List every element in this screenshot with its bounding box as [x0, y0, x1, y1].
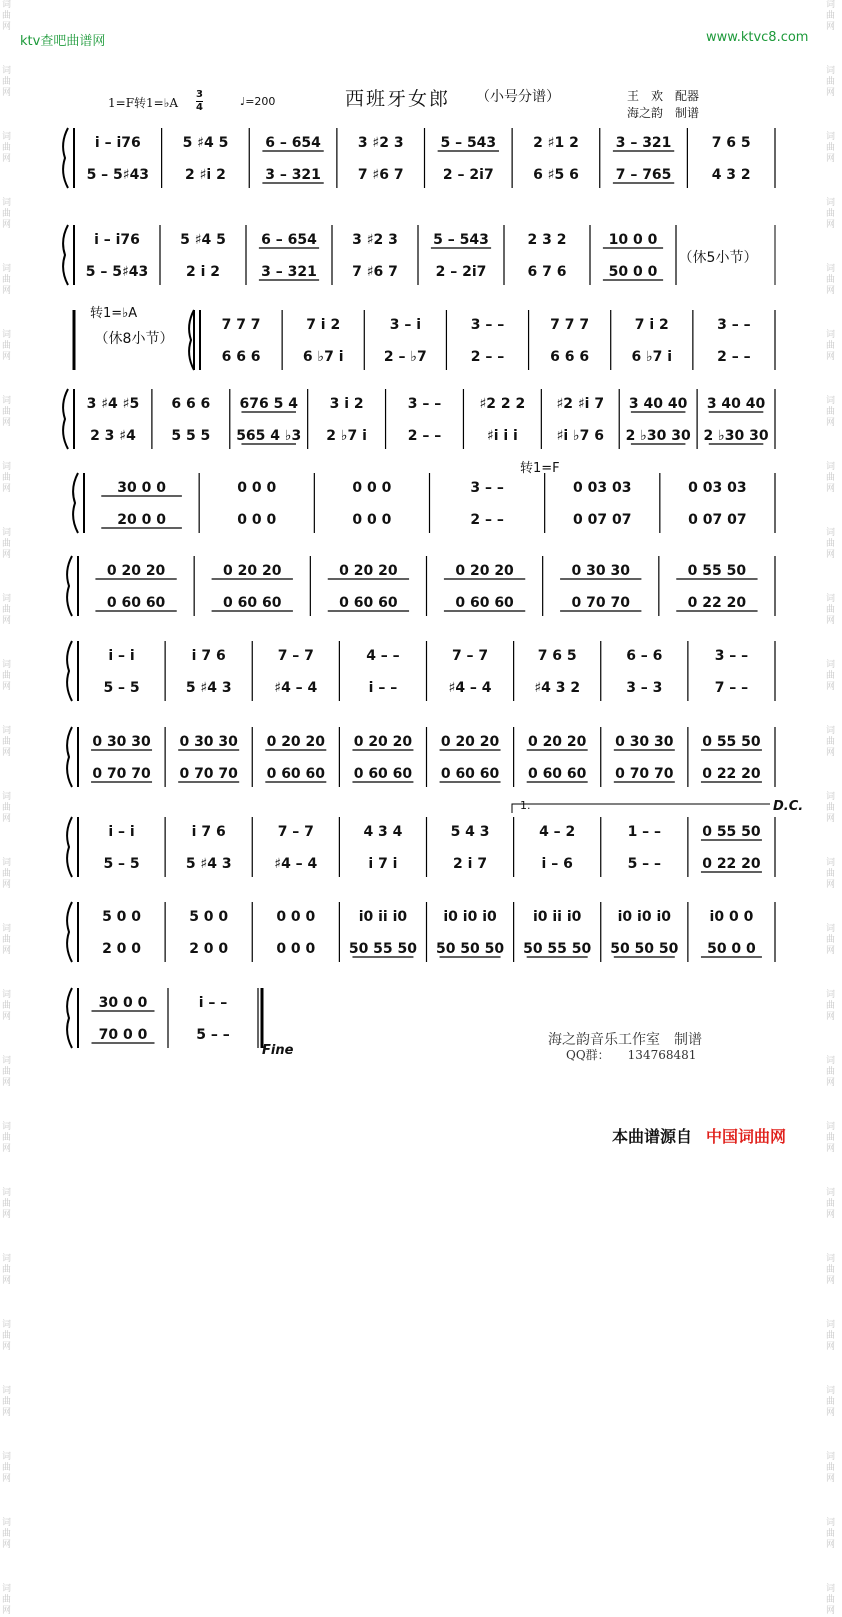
- measure-lower: 50 55 50: [348, 941, 418, 957]
- measure-lower: 2 ♭7 i: [326, 428, 367, 444]
- measure-lower: 0 0 0: [352, 512, 392, 528]
- measure-lower: 0 70 70: [179, 766, 238, 782]
- measure-upper: 5 0 0: [102, 909, 142, 925]
- measure-lower: i – 6: [541, 856, 573, 872]
- measure-lower: 5 5 5: [171, 428, 211, 444]
- tempo-mark: ♩=200: [240, 95, 276, 108]
- source-credit: [612, 1124, 786, 1147]
- system-brace: [67, 556, 72, 616]
- measure-upper: 3 – –: [714, 648, 749, 664]
- qq-group: QQ群： 134768481: [566, 1048, 697, 1062]
- measure-lower: ♯4 – 4: [274, 680, 318, 696]
- measure-upper: 3 40 40: [706, 396, 766, 412]
- measure-upper: 0 30 30: [92, 734, 151, 750]
- measure-upper: 3 ♯2 3: [357, 135, 404, 151]
- measure-lower: 7 – 765: [615, 167, 672, 183]
- system-brace: [63, 128, 68, 188]
- measure-lower: 0 0 0: [237, 512, 277, 528]
- measure-upper: 0 55 50: [702, 734, 761, 750]
- measure-upper: 0 30 30: [179, 734, 238, 750]
- measure-lower: 2 – ♭7: [383, 349, 427, 365]
- measure-upper: i0 ii i0: [358, 909, 408, 925]
- measure-lower: 0 60 60: [266, 766, 326, 782]
- measure-upper: 7 6 5: [537, 648, 577, 664]
- measure-lower: 7 ♯6 7: [357, 167, 404, 183]
- measure-lower: 50 0 0: [707, 941, 756, 957]
- measure-lower: 0 07 07: [573, 512, 632, 528]
- measure-lower: 0 60 60: [455, 595, 514, 611]
- measure-upper: 7 6 5: [711, 135, 751, 151]
- side-watermark-right: 词 曲 网 词 曲 网 词 曲 网 词 曲 网 词 曲 网 词 曲 网 词 曲 网 词 曲 网 词 曲 网 词 曲 网 词 曲 网 词 曲 网 词 曲 网 词 曲 网 词 曲 网 词 曲 网 词 曲 网 词 曲 网 词 曲 网 词 曲 网 词 曲 网 词 曲 网 词 曲 网 词 曲 网 词 曲 网: [826, 0, 836, 1616]
- measure-lower: i – –: [368, 680, 398, 696]
- measure-lower: 6 ♯5 6: [533, 167, 579, 183]
- measure-upper: 6 – 654: [261, 232, 317, 248]
- source-site-link[interactable]: 中国词曲网: [706, 1127, 787, 1146]
- measure-lower: 0 60 60: [339, 595, 398, 611]
- measure-upper: 0 0 0: [352, 480, 392, 496]
- measure-lower: 0 22 20: [702, 856, 761, 872]
- measure-lower: 4 3 2: [711, 167, 751, 183]
- measure-upper: 0 20 20: [440, 734, 500, 750]
- measure-upper: 0 0 0: [276, 909, 316, 925]
- measure-lower: 0 22 20: [702, 766, 761, 782]
- measure-upper: 7 7 7: [221, 317, 261, 333]
- score-credits: 王 欢 配器 海之韵 制谱: [627, 89, 700, 120]
- system-brace: [67, 727, 72, 787]
- measure-upper: 4 3 4: [363, 824, 403, 840]
- system-brace: [63, 389, 68, 449]
- measure-upper: 0 20 20: [223, 563, 282, 579]
- measure-lower: 2 – –: [717, 349, 751, 365]
- measure-lower: ♯i i i: [486, 428, 518, 444]
- measure-upper: 2 3 2: [527, 232, 567, 248]
- measure-lower: 565 4 ♭3: [236, 428, 302, 444]
- measure-lower: 0 70 70: [571, 595, 630, 611]
- measure-lower: 0 07 07: [688, 512, 747, 528]
- measure-lower: 7 – –: [714, 680, 749, 696]
- measure-upper: 7 – 7: [277, 824, 314, 840]
- measure-lower: 3 – 321: [261, 264, 317, 280]
- measure-upper: 0 55 50: [687, 563, 747, 579]
- measure-lower: 0 22 20: [687, 595, 747, 611]
- measure-upper: 0 20 20: [353, 734, 413, 750]
- measure-lower: 5 – –: [196, 1027, 230, 1043]
- measure-lower: 7 ♯6 7: [352, 264, 398, 280]
- measure-lower: 5 ♯4 3: [185, 856, 232, 872]
- measure-upper: i0 i0 i0: [617, 909, 671, 925]
- measure-lower: 20 0 0: [117, 512, 166, 528]
- measure-upper: 0 30 30: [571, 563, 630, 579]
- measure-lower: 2 – –: [470, 349, 505, 365]
- measure-lower: 0 60 60: [527, 766, 587, 782]
- time-sig-top: 3: [196, 89, 203, 100]
- score-subtitle: （小号分谱）: [476, 89, 560, 105]
- modulation-to-F: 转1=F: [520, 461, 560, 476]
- measure-lower: 2 – –: [470, 512, 504, 528]
- measure-upper: 30 0 0: [98, 995, 148, 1011]
- measure-upper: 5 – 543: [433, 232, 489, 248]
- measure-lower: 5 – –: [627, 856, 662, 872]
- measure-upper: 3 ♯4 ♯5: [86, 396, 140, 412]
- measure-upper: 3 40 40: [628, 396, 688, 412]
- measure-lower: 2 i 2: [185, 264, 221, 280]
- measure-upper: i – i76: [94, 232, 140, 248]
- measure-upper: i 7 6: [191, 824, 226, 840]
- rest-5-bars: （休5小节）: [678, 250, 758, 266]
- measure-upper: i0 i0 i0: [443, 909, 497, 925]
- measure-upper: 3 – –: [717, 317, 751, 333]
- measure-lower: 2 – 2i7: [442, 167, 494, 183]
- measure-upper: 0 20 20: [455, 563, 514, 579]
- measure-upper: 30 0 0: [117, 480, 166, 496]
- rest-8-bars: （休8小节）: [94, 331, 174, 347]
- measure-upper: 7 i 2: [634, 317, 669, 333]
- measure-upper: 5 – 543: [440, 135, 497, 151]
- measure-upper: i – i: [108, 648, 135, 664]
- measure-lower: i 7 i: [368, 856, 398, 872]
- measure-lower: 5 – 5: [103, 856, 140, 872]
- studio-credit: 海之韵音乐工作室 制谱: [548, 1032, 702, 1048]
- measure-lower: 2 – –: [407, 428, 442, 444]
- measure-lower: ♯i ♭7 6: [556, 428, 604, 444]
- measure-upper: 0 20 20: [527, 734, 587, 750]
- measure-lower: ♯4 – 4: [448, 680, 492, 696]
- measure-lower: 0 60 60: [106, 595, 166, 611]
- measure-lower: 2 ♭30 30: [625, 428, 691, 444]
- measure-lower: 0 70 70: [615, 766, 674, 782]
- measure-lower: 2 ♭30 30: [703, 428, 769, 444]
- system-brace: [63, 225, 68, 285]
- measure-upper: 2 ♯1 2: [533, 135, 579, 151]
- measure-upper: 6 – 654: [265, 135, 321, 151]
- measure-upper: 7 7 7: [550, 317, 590, 333]
- measure-lower: 3 – 321: [265, 167, 321, 183]
- measure-upper: 0 30 30: [615, 734, 674, 750]
- score-title: 西班牙女郎: [345, 88, 451, 110]
- measure-upper: 3 i 2: [329, 396, 364, 412]
- measure-lower: 5 – 5♯43: [86, 167, 150, 183]
- measure-upper: 3 ♯2 3: [352, 232, 398, 248]
- measure-upper: 3 – i: [389, 317, 422, 333]
- measure-lower: 0 60 60: [440, 766, 500, 782]
- system-brace: [67, 988, 72, 1048]
- da-capo: D.C.: [773, 799, 804, 814]
- measure-lower: 50 55 50: [523, 941, 592, 957]
- measure-lower: 2 i 7: [453, 856, 488, 872]
- measure-lower: 3 – 3: [626, 680, 663, 696]
- measure-lower: 0 60 60: [353, 766, 413, 782]
- measure-upper: i – –: [198, 995, 228, 1011]
- measure-lower: 0 0 0: [276, 941, 316, 957]
- measure-upper: 10 0 0: [608, 232, 658, 248]
- measure-upper: i – i: [108, 824, 135, 840]
- key-signature: 1=F转1=♭A: [108, 96, 179, 110]
- measure-upper: 5 ♯4 5: [180, 232, 226, 248]
- measure-upper: 5 4 3: [450, 824, 490, 840]
- modulation-to-Ab: 转1=♭A: [90, 306, 138, 321]
- measure-upper: ♯2 2 2: [479, 396, 526, 412]
- measure-upper: 0 03 03: [688, 480, 747, 496]
- measure-lower: 5 – 5: [103, 680, 140, 696]
- source-label: 本曲谱源自: [612, 1127, 693, 1146]
- measure-lower: 50 50 50: [610, 941, 679, 957]
- measure-lower: 6 6 6: [550, 349, 590, 365]
- measure-upper: 0 20 20: [266, 734, 326, 750]
- first-ending-bracket: [512, 804, 770, 813]
- measure-upper: 3 – 321: [615, 135, 672, 151]
- measure-upper: 676 5 4: [239, 396, 298, 412]
- measure-lower: ♯4 3 2: [534, 680, 581, 696]
- measure-upper: i 7 6: [191, 648, 226, 664]
- measure-lower: ♯4 – 4: [274, 856, 318, 872]
- side-watermark-left: 词 曲 网 词 曲 网 词 曲 网 词 曲 网 词 曲 网 词 曲 网 词 曲 网 词 曲 网 词 曲 网 词 曲 网 词 曲 网 词 曲 网 词 曲 网 词 曲 网 词 曲 网 词 曲 网 词 曲 网 词 曲 网 词 曲 网 词 曲 网 词 曲 网 词 曲 网 词 曲 网 词 曲 网 词 曲 网: [2, 0, 12, 1616]
- system-brace: [67, 902, 72, 962]
- measure-upper: i – i76: [94, 135, 141, 151]
- measure-upper: 3 – –: [470, 317, 505, 333]
- measure-lower: 0 60 60: [223, 595, 282, 611]
- measure-lower: 70 0 0: [98, 1027, 148, 1043]
- measure-upper: 7 – 7: [277, 648, 314, 664]
- measure-lower: 0 70 70: [92, 766, 151, 782]
- system-brace: [67, 641, 72, 701]
- measure-upper: 7 i 2: [306, 317, 341, 333]
- measure-upper: 0 0 0: [237, 480, 277, 496]
- first-ending-label: 1.: [520, 799, 531, 812]
- measure-upper: i0 ii i0: [532, 909, 582, 925]
- measure-lower: 2 0 0: [102, 941, 142, 957]
- measure-upper: 4 – –: [366, 648, 400, 664]
- measure-upper: 5 ♯4 5: [182, 135, 229, 151]
- measure-lower: 2 3 ♯4: [90, 428, 136, 444]
- measure-upper: 0 55 50: [702, 824, 761, 840]
- measure-upper: 7 – 7: [451, 648, 489, 664]
- fine-mark: Fine: [262, 1043, 294, 1058]
- site-url-right[interactable]: www.ktvc8.com: [706, 30, 809, 45]
- measure-lower: 2 – 2i7: [435, 264, 487, 280]
- measure-upper: 5 0 0: [189, 909, 229, 925]
- measure-lower: 2 0 0: [189, 941, 229, 957]
- time-sig-bottom: 4: [196, 102, 203, 113]
- measure-upper: 6 – 6: [626, 648, 663, 664]
- system-brace: [67, 817, 72, 877]
- measure-upper: 0 03 03: [573, 480, 632, 496]
- system-brace: [73, 473, 78, 533]
- measure-upper: 4 – 2: [539, 824, 576, 840]
- measure-upper: ♯2 ♯i 7: [556, 396, 605, 412]
- measure-lower: 50 0 0: [608, 264, 658, 280]
- measure-upper: 0 20 20: [339, 563, 398, 579]
- measure-lower: 6 6 6: [221, 349, 261, 365]
- measure-upper: 3 – –: [407, 396, 442, 412]
- measure-upper: i0 0 0: [709, 909, 754, 925]
- measure-lower: 5 – 5♯43: [85, 264, 149, 280]
- measure-lower: 6 7 6: [527, 264, 567, 280]
- measure-lower: 6 ♭7 i: [631, 349, 673, 365]
- measure-lower: 2 ♯i 2: [185, 167, 226, 183]
- measure-lower: 50 50 50: [435, 941, 505, 957]
- measure-upper: 0 20 20: [106, 563, 166, 579]
- measure-upper: 1 – –: [627, 824, 662, 840]
- measure-upper: 6 6 6: [171, 396, 211, 412]
- measure-upper: 3 – –: [470, 480, 504, 496]
- measure-lower: 6 ♭7 i: [302, 349, 344, 365]
- site-name-left[interactable]: ktv查吧曲谱网: [20, 34, 106, 49]
- measure-lower: 5 ♯4 3: [185, 680, 232, 696]
